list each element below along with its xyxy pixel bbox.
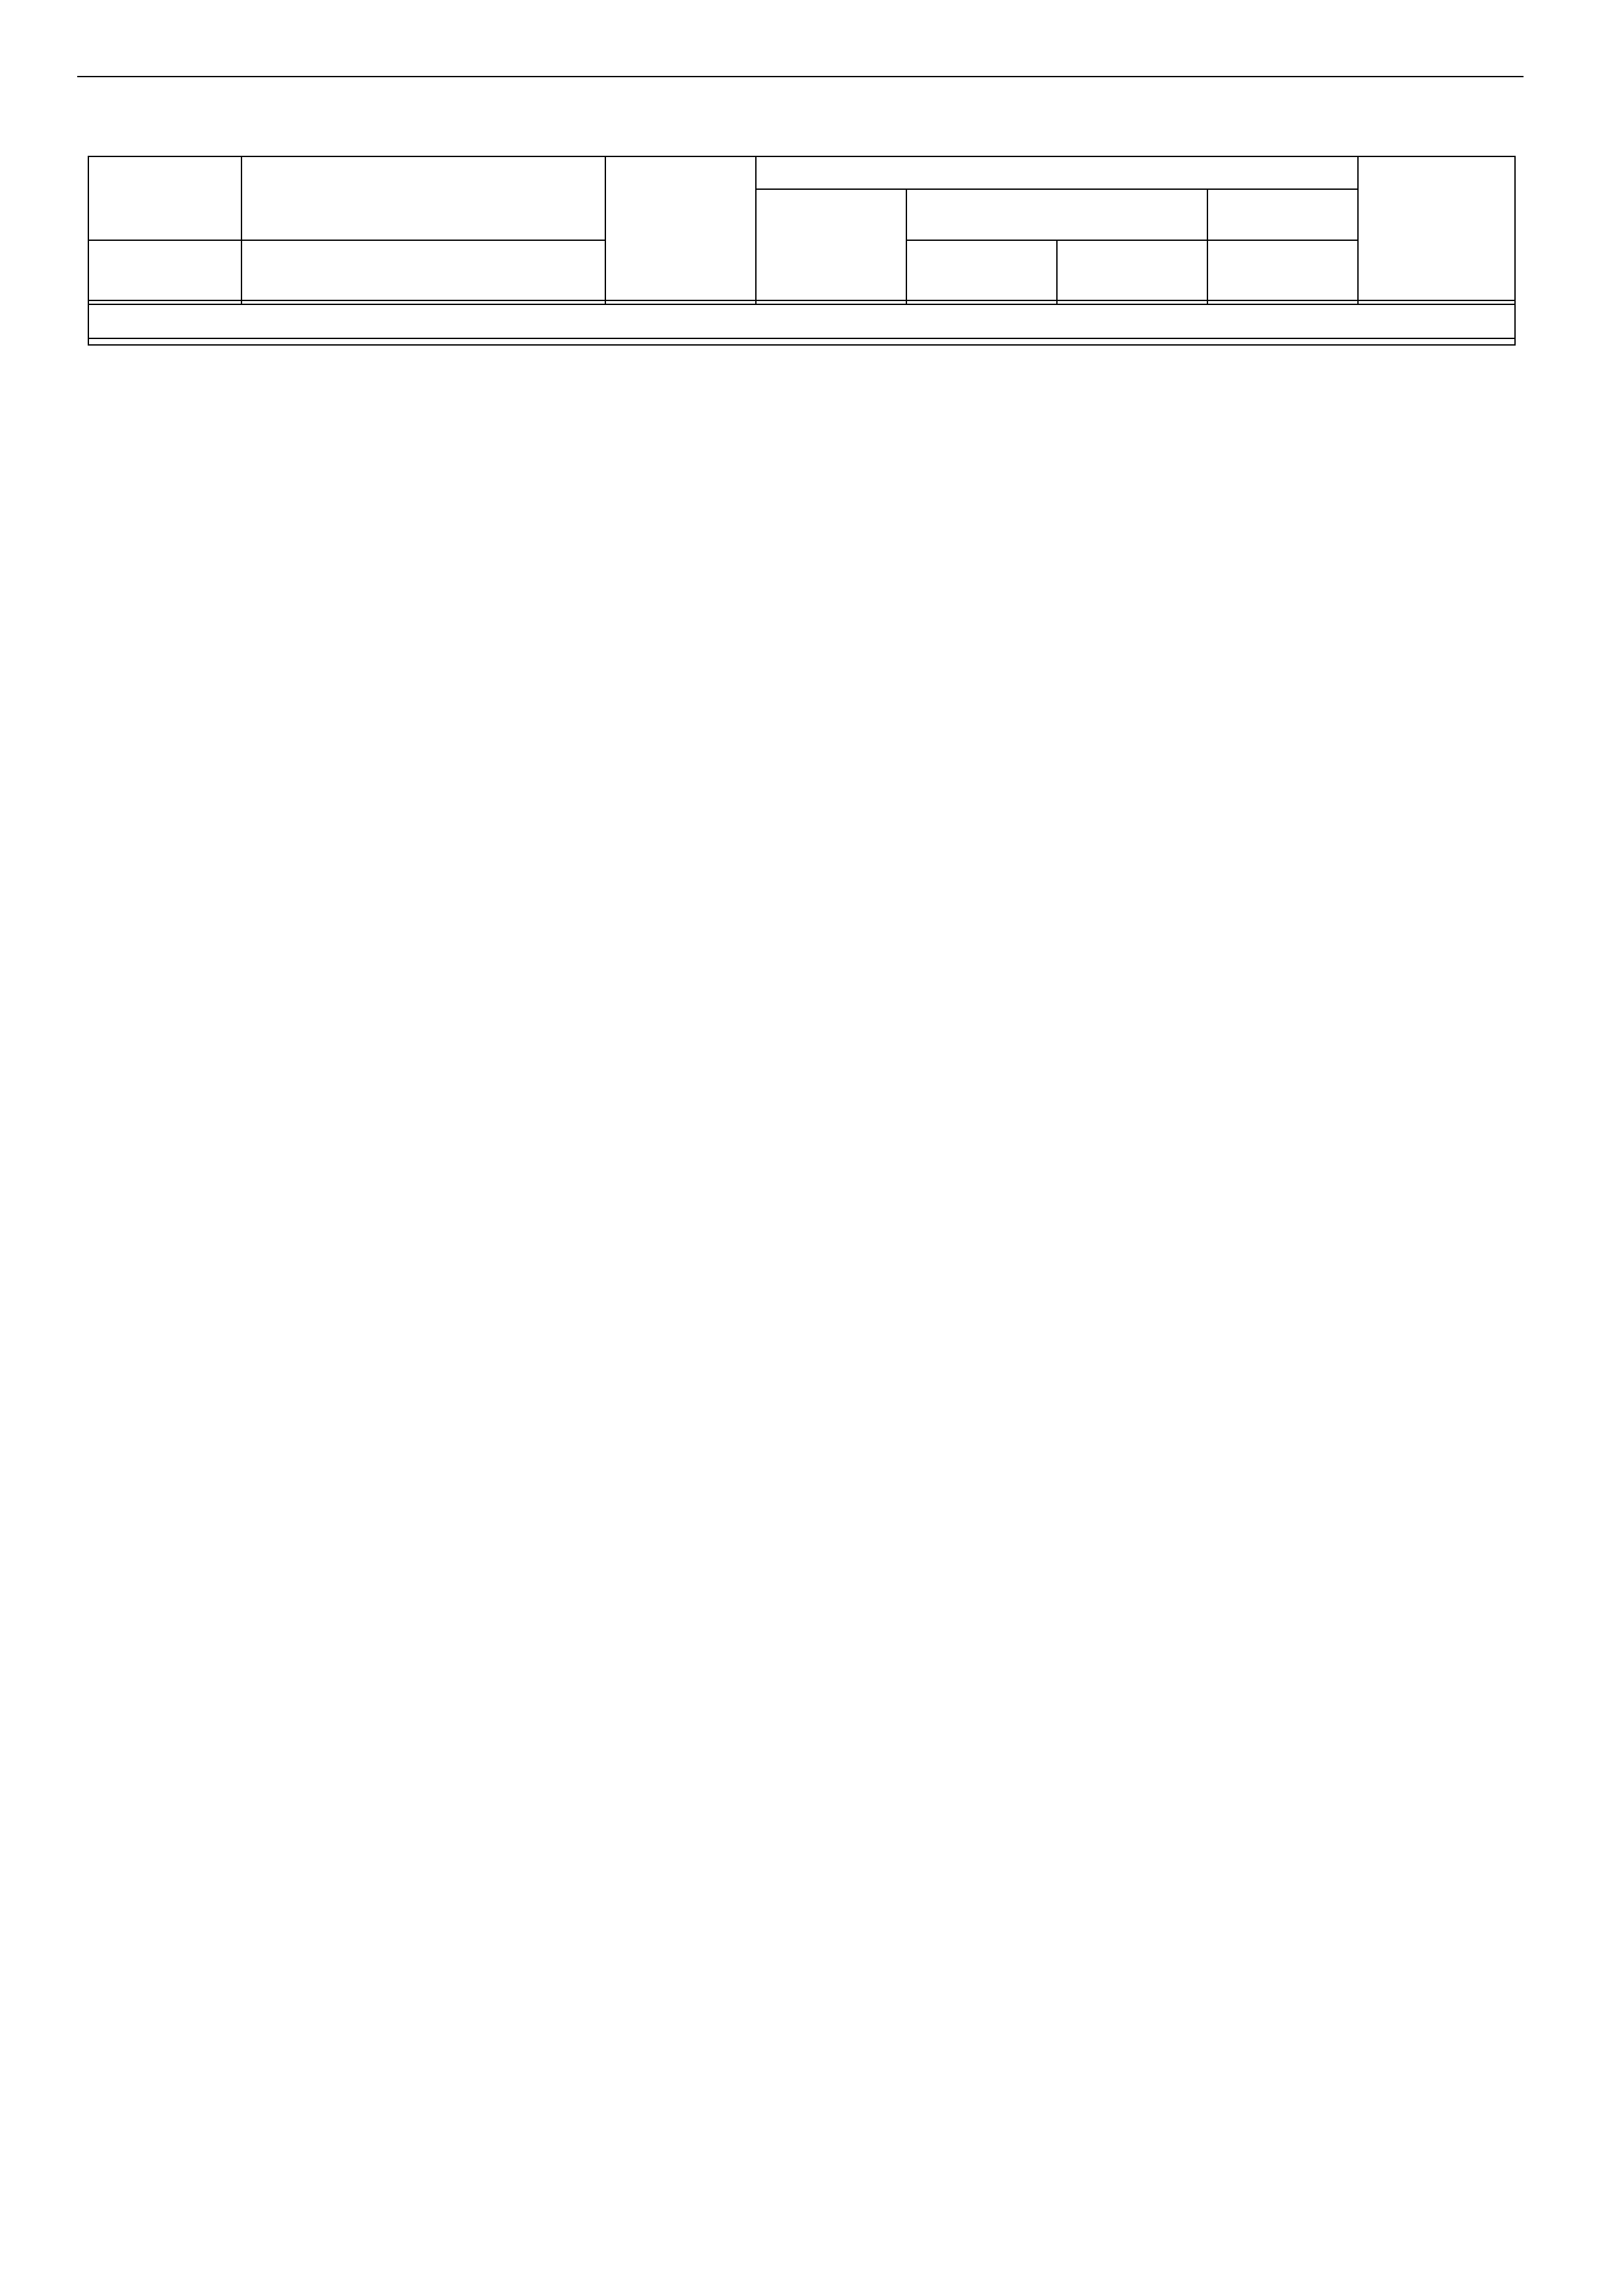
materials-header	[1207, 189, 1358, 240]
running-header	[77, 73, 1524, 77]
section-heading	[88, 304, 1515, 345]
col6-header	[1057, 240, 1207, 300]
subsection-title	[89, 305, 1514, 313]
col7-header	[1207, 240, 1358, 300]
col2b-header	[241, 240, 605, 300]
machines-header	[906, 189, 1207, 240]
col1b-header	[88, 240, 241, 300]
col5-header	[906, 240, 1057, 300]
col1a-header	[88, 156, 241, 240]
col3-header	[605, 156, 756, 300]
group-2	[88, 345, 1515, 346]
table-header	[88, 156, 1515, 304]
col2a-header	[241, 156, 605, 240]
rates-table	[88, 156, 1516, 346]
col8-header	[1358, 156, 1515, 300]
incl-header	[756, 156, 1358, 189]
col4-header	[756, 189, 906, 300]
